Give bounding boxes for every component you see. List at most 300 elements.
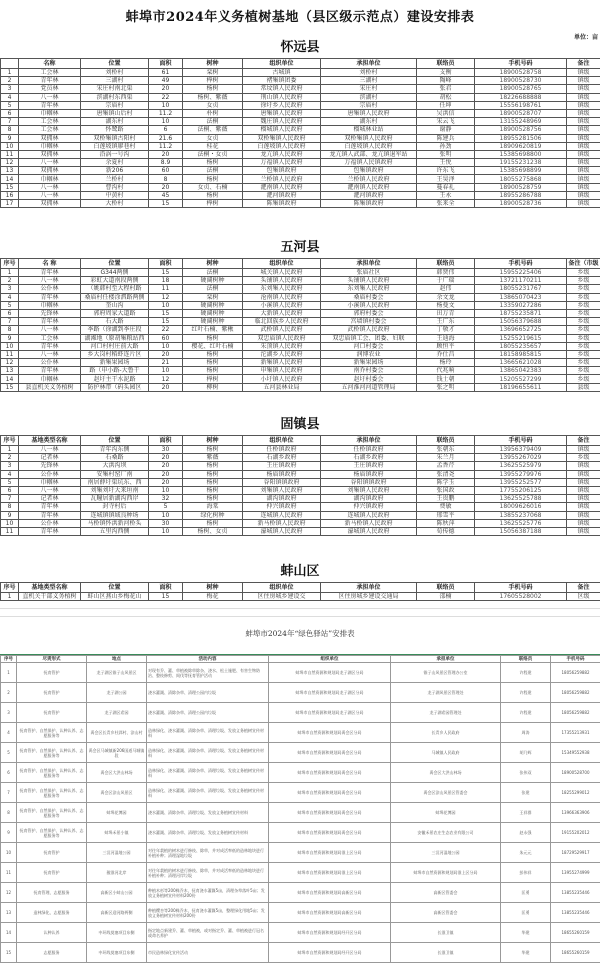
cell-name[interactable]: 公仆林 bbox=[19, 285, 81, 293]
cell-name[interactable]: 青年林 bbox=[19, 269, 81, 277]
cell-contact[interactable]: 张明 bbox=[417, 150, 475, 158]
cell-phone[interactable]: 18655260159 bbox=[551, 923, 600, 943]
cell-undertaker[interactable]: 小溪镇人民政府 bbox=[321, 301, 417, 309]
cell-organizer[interactable]: 榴城镇人民政府 bbox=[243, 126, 321, 134]
cell-organizer[interactable]: 湖沟镇政府 bbox=[243, 495, 321, 503]
cell-area[interactable]: 8 bbox=[149, 175, 183, 183]
cell-organizer[interactable]: 濠城镇人民政府 bbox=[243, 527, 321, 535]
cell-tree-species[interactable]: 柳树 bbox=[183, 383, 243, 391]
cell-tree-species[interactable]: 杨树 bbox=[183, 470, 243, 478]
cell-tree-species[interactable]: 榉树 bbox=[183, 200, 243, 208]
cell-index[interactable]: 15 bbox=[1, 183, 19, 191]
cell-name[interactable]: 巾帼林 bbox=[19, 375, 81, 383]
cell-area[interactable]: 20 bbox=[149, 454, 183, 462]
cell-name[interactable]: 双拥林 bbox=[19, 167, 81, 175]
cell-tree-species[interactable]: 杨树 bbox=[183, 367, 243, 375]
cell-area[interactable]: 30 bbox=[149, 519, 183, 527]
cell-phone[interactable]: 18900528758 bbox=[475, 69, 567, 77]
cell-contact[interactable]: 王广东 bbox=[417, 318, 475, 326]
cell-remark[interactable]: 镇级 bbox=[567, 200, 600, 208]
cell-area[interactable]: 21 bbox=[149, 359, 183, 367]
cell-organizer[interactable]: 唐集镇人民政府 bbox=[243, 109, 321, 117]
cell-form[interactable]: 志愿服务 bbox=[17, 943, 87, 963]
cell-contact[interactable]: 荀传德 bbox=[417, 527, 475, 535]
cell-place[interactable]: 龙子湖区锥子山风景区 bbox=[87, 663, 147, 683]
cell-tree-species[interactable]: 绿化树种 bbox=[183, 511, 243, 519]
cell-form[interactable]: 抚育管护 bbox=[17, 663, 87, 683]
cell-remark[interactable]: 镇级 bbox=[567, 101, 600, 109]
cell-organizer[interactable]: 双忠庙镇人民政府 bbox=[243, 334, 321, 342]
cell-name[interactable]: 工会林 bbox=[19, 69, 81, 77]
cell-organizer[interactable]: 杨庙镇政府 bbox=[243, 470, 321, 478]
cell-location[interactable]: 赵圩主干水泥路 bbox=[81, 375, 149, 383]
cell-name[interactable]: 记者林 bbox=[19, 454, 81, 462]
cell-remark[interactable]: 镇级 bbox=[567, 109, 600, 117]
cell-phone[interactable]: 18755235871 bbox=[475, 309, 567, 317]
cell-organizer[interactable]: 魏庄镇人民政府 bbox=[243, 118, 321, 126]
cell-contact[interactable]: 张之明 bbox=[417, 383, 475, 391]
cell-tree-species[interactable]: 杨树 bbox=[183, 359, 243, 367]
cell-name[interactable]: 青年林 bbox=[19, 527, 81, 535]
cell-name[interactable]: 青年林 bbox=[19, 511, 81, 519]
cell-undertaker[interactable]: 武桥镇人民政府 bbox=[321, 326, 417, 334]
cell-contact[interactable]: 邢雪平 bbox=[417, 511, 475, 519]
cell-index[interactable]: 9 bbox=[1, 511, 19, 519]
cell-remark[interactable]: 乡级 bbox=[567, 309, 600, 317]
cell-index[interactable]: 1 bbox=[1, 269, 19, 277]
cell-undertaker[interactable]: 万福镇人民镇政府 bbox=[321, 159, 417, 167]
cell-phone[interactable]: 18900528765 bbox=[475, 85, 567, 93]
cell-index[interactable]: 7 bbox=[1, 118, 19, 126]
cell-organizer[interactable]: 陈集镇政府 bbox=[243, 200, 321, 208]
cell-phone[interactable]: 13696652725 bbox=[475, 326, 567, 334]
cell-undertaker[interactable]: 龙子湖希园管理处 bbox=[391, 703, 501, 723]
cell-undertaker[interactable]: 任桥镇政府 bbox=[321, 446, 417, 454]
cell-area[interactable]: 30 bbox=[149, 446, 183, 454]
cell-tree-species[interactable]: 栾树 bbox=[183, 69, 243, 77]
cell-remark[interactable]: 镇级 bbox=[567, 126, 600, 134]
cell-name[interactable]: 青年林 bbox=[19, 318, 81, 326]
cell-contact[interactable]: 于广瑞 bbox=[417, 277, 475, 285]
cell-organizer[interactable]: 任桥镇政府 bbox=[243, 446, 321, 454]
cell-location[interactable]: 路（申小路-大鲁干 bbox=[81, 367, 149, 375]
cell-index[interactable]: 10 bbox=[1, 342, 19, 350]
cell-organizer[interactable]: 兰桥镇人民政府 bbox=[243, 175, 321, 183]
cell-contact[interactable]: 张君 bbox=[417, 85, 475, 93]
cell-location[interactable]: 石桑路 bbox=[81, 454, 149, 462]
cell-phone[interactable]: 15349552938 bbox=[551, 743, 600, 763]
cell-location[interactable]: 湖东村 bbox=[81, 118, 149, 126]
cell-area[interactable]: 45 bbox=[149, 191, 183, 199]
cell-phone[interactable]: 18955286788 bbox=[475, 191, 567, 199]
cell-index[interactable]: 13 bbox=[1, 903, 17, 923]
cell-contact[interactable]: 宋云飞 bbox=[417, 118, 475, 126]
cell-form[interactable]: 抚育管护、自然保护、认种认养、志愿服务等 bbox=[17, 823, 87, 843]
cell-phone[interactable]: 19155202012 bbox=[551, 823, 600, 843]
cell-index[interactable]: 6 bbox=[1, 109, 19, 117]
cell-phone[interactable]: 15955225406 bbox=[475, 269, 567, 277]
cell-phone[interactable]: 18056259882 bbox=[551, 663, 600, 683]
cell-tree-species[interactable]: 硬阔树种 bbox=[183, 277, 243, 285]
cell-undertaker[interactable]: 湖沟镇政府 bbox=[321, 495, 417, 503]
cell-index[interactable]: 12 bbox=[1, 359, 19, 367]
cell-name[interactable]: 八一林 bbox=[19, 93, 81, 101]
cell-index[interactable]: 2 bbox=[1, 454, 19, 462]
cell-index[interactable]: 15 bbox=[1, 383, 19, 391]
cell-location[interactable]: 青年沟东侧 bbox=[81, 446, 149, 454]
cell-remark[interactable]: 乡级 bbox=[567, 350, 600, 358]
cell-remark[interactable]: 镇级 bbox=[567, 495, 600, 503]
cell-organizer[interactable]: 沧南镇人民政府 bbox=[243, 293, 321, 301]
cell-phone[interactable]: 18655260159 bbox=[551, 943, 600, 963]
cell-location[interactable]: 滨湖村东西渠 bbox=[81, 93, 149, 101]
cell-tree-species[interactable]: 樱花、红叶石楠 bbox=[183, 342, 243, 350]
cell-organizer[interactable]: 龙亢镇人民政府 bbox=[243, 150, 321, 158]
cell-undertaker[interactable]: 新集果园场 bbox=[321, 359, 417, 367]
cell-organizer[interactable]: 连城镇人民政府 bbox=[243, 511, 321, 519]
cell-index[interactable]: 15 bbox=[1, 943, 17, 963]
cell-undertaker[interactable]: 刘集镇人民政府 bbox=[321, 486, 417, 494]
cell-remark[interactable]: 乡级 bbox=[567, 367, 600, 375]
cell-undertaker[interactable]: 宫墙镇村委会 bbox=[321, 318, 417, 326]
cell-remark[interactable]: 镇级 bbox=[567, 77, 600, 85]
cell-organizer[interactable]: 小圩镇人民政府 bbox=[243, 375, 321, 383]
cell-location[interactable]: G344两侧 bbox=[81, 269, 149, 277]
cell-tree-species[interactable]: 法桐 bbox=[183, 167, 243, 175]
cell-contact[interactable]: 匡勇 bbox=[501, 883, 551, 903]
cell-place[interactable]: 中环线莫塞项目东侧 bbox=[87, 943, 147, 963]
cell-place[interactable]: 禹会区长青乡杜郢村、涂山村 bbox=[87, 723, 147, 743]
cell-phone[interactable]: 18255299012 bbox=[551, 783, 600, 803]
cell-undertaker[interactable]: 龙子湖风景区管理处 bbox=[391, 683, 501, 703]
cell-tree-species[interactable]: 杨树 bbox=[183, 519, 243, 527]
cell-organizer[interactable]: 蚌埠市自然资源和规划局淮上区分局 bbox=[269, 863, 391, 883]
cell-index[interactable]: 1 bbox=[1, 593, 19, 601]
cell-contact[interactable]: 丁敬才 bbox=[417, 326, 475, 334]
cell-tree-species[interactable]: 杨树、紫薇 bbox=[183, 93, 243, 101]
cell-name[interactable]: 青年林 bbox=[19, 293, 81, 301]
cell-area[interactable]: 15 bbox=[149, 309, 183, 317]
cell-index[interactable]: 14 bbox=[1, 375, 19, 383]
cell-contact[interactable]: 乔仕昌 bbox=[417, 350, 475, 358]
cell-phone[interactable]: 15255219615 bbox=[475, 334, 567, 342]
cell-tree-species[interactable]: 榉树 bbox=[183, 375, 243, 383]
cell-area[interactable]: 49 bbox=[149, 77, 183, 85]
cell-form[interactable]: 抚育管护、自然保护、认种认养、志愿服务等 bbox=[17, 723, 87, 743]
cell-area[interactable]: 15 bbox=[149, 269, 183, 277]
cell-tree-species[interactable]: 海棠 bbox=[183, 503, 243, 511]
cell-tree-species[interactable]: 硬阔树种 bbox=[183, 301, 243, 309]
cell-remark[interactable]: 乡级 bbox=[567, 285, 600, 293]
cell-phone[interactable]: 17605528002 bbox=[475, 593, 567, 601]
cell-form[interactable]: 抚育管护 bbox=[17, 703, 87, 723]
cell-phone[interactable]: 13955252577 bbox=[475, 478, 567, 486]
cell-index[interactable]: 11 bbox=[1, 150, 19, 158]
cell-tree-species[interactable]: 栾树 bbox=[183, 293, 243, 301]
cell-name[interactable]: 八一林 bbox=[19, 486, 81, 494]
cell-phone[interactable]: 13721170211 bbox=[475, 277, 567, 285]
cell-phone[interactable]: 13855235446 bbox=[551, 883, 600, 903]
cell-tree-species[interactable]: 杨树 bbox=[183, 350, 243, 358]
cell-form[interactable]: 抚育管理、志愿服务 bbox=[17, 883, 87, 903]
cell-organizer[interactable]: 淝南镇人民政府 bbox=[243, 183, 321, 191]
cell-contact[interactable]: 张朝东 bbox=[417, 446, 475, 454]
cell-undertaker[interactable]: 龙亢镇人武部、龙亢镇退军站 bbox=[321, 150, 417, 158]
cell-tree-species[interactable]: 杨树 bbox=[183, 495, 243, 503]
cell-undertaker[interactable]: 濠城镇人民政府 bbox=[321, 527, 417, 535]
cell-activity[interactable]: 指定地点新建乔、灌、草植被，或对指定乔、灌、草植被进行冠名或命名养护 bbox=[147, 923, 269, 943]
cell-index[interactable]: 2 bbox=[1, 683, 17, 703]
cell-contact[interactable]: 华建 bbox=[501, 943, 551, 963]
cell-organizer[interactable]: 石湖乡政府 bbox=[243, 454, 321, 462]
cell-organizer[interactable]: 蚌埠市自然资源和规划局高新区分局 bbox=[269, 883, 391, 903]
cell-organizer[interactable]: 申集镇人民政府 bbox=[243, 367, 321, 375]
cell-tree-species[interactable]: 女贞 bbox=[183, 134, 243, 142]
cell-place[interactable]: 高新区小蚌山公园 bbox=[87, 883, 147, 903]
cell-area[interactable]: 15 bbox=[149, 200, 183, 208]
cell-location[interactable]: 五里沟西侧 bbox=[81, 527, 149, 535]
cell-activity[interactable]: 对现有乔、灌、草植被除草除杂、浇水、松土施肥、有害生物防治、整枝修剪、间伐等抚育管护活动 bbox=[147, 663, 269, 683]
cell-name[interactable]: 巾帼林 bbox=[19, 301, 81, 309]
cell-organizer[interactable]: 褚集镇团委 bbox=[243, 77, 321, 85]
cell-place[interactable]: 禹会区大洪山林场 bbox=[87, 763, 147, 783]
cell-tree-species[interactable]: 杨树 bbox=[183, 478, 243, 486]
cell-organizer[interactable]: 刘集镇人民政府 bbox=[243, 486, 321, 494]
cell-undertaker[interactable]: 长淮卫镇 bbox=[391, 943, 501, 963]
cell-index[interactable]: 4 bbox=[1, 470, 19, 478]
cell-phone[interactable]: 13855237068 bbox=[475, 511, 567, 519]
cell-area[interactable]: 5 bbox=[149, 503, 183, 511]
cell-tree-species[interactable]: 榉树 bbox=[183, 77, 243, 85]
cell-undertaker[interactable]: 禹会区涂山风景区管委会 bbox=[391, 783, 501, 803]
cell-location[interactable]: 湖滩地（原胡集粮站西 bbox=[81, 334, 149, 342]
cell-remark[interactable]: 镇级 bbox=[567, 134, 600, 142]
cell-remark[interactable]: 镇级 bbox=[567, 142, 600, 150]
cell-contact[interactable]: 费敏 bbox=[417, 503, 475, 511]
cell-remark[interactable]: 镇级 bbox=[567, 503, 600, 511]
cell-activity[interactable]: 浇水灌溉、清除杂草、清理公园内垃圾 bbox=[147, 703, 269, 723]
cell-index[interactable]: 10 bbox=[1, 843, 17, 863]
cell-organizer[interactable]: 蚌埠市自然资源和规划局淮上区分局 bbox=[269, 843, 391, 863]
cell-name[interactable]: 记者林 bbox=[19, 495, 81, 503]
cell-remark[interactable]: 乡级 bbox=[567, 334, 600, 342]
cell-phone[interactable]: 15205527299 bbox=[475, 375, 567, 383]
cell-phone[interactable]: 18900528730 bbox=[475, 77, 567, 85]
cell-contact[interactable]: 许程建 bbox=[501, 663, 551, 683]
cell-undertaker[interactable]: 马城镇人民政府 bbox=[391, 743, 501, 763]
cell-phone[interactable]: 18729529917 bbox=[551, 843, 600, 863]
cell-remark[interactable]: 镇级 bbox=[567, 527, 600, 535]
cell-area[interactable]: 12 bbox=[149, 375, 183, 383]
cell-undertaker[interactable]: 王庄镇政府 bbox=[321, 462, 417, 470]
cell-undertaker[interactable]: 淝南镇人民政府 bbox=[321, 183, 417, 191]
cell-tree-species[interactable]: 法桐 bbox=[183, 285, 243, 293]
cell-activity[interactable]: 造林绿化、浇水灌溉、清除杂草、清理垃圾、发放义务植树宣传材料 bbox=[147, 723, 269, 743]
cell-name[interactable]: 工会林 bbox=[19, 126, 81, 134]
cell-activity[interactable]: 种植樱杏等200株乔木，抚育浇水灌溉5亩，整理绿化用地5亩；发放义务植树宣传材料200份 bbox=[147, 903, 269, 923]
cell-organizer[interactable]: 古城镇 bbox=[243, 69, 321, 77]
cell-contact[interactable]: 孙劲 bbox=[417, 142, 475, 150]
cell-contact[interactable]: 张伟双 bbox=[501, 763, 551, 783]
cell-phone[interactable]: 13865042383 bbox=[475, 367, 567, 375]
cell-place[interactable]: 中环线莫塞项目东侧 bbox=[87, 923, 147, 943]
cell-activity[interactable]: 造林绿化、浇水灌溉、清除杂草、清理垃圾、发放义务植树宣传材料 bbox=[147, 763, 269, 783]
cell-tree-species[interactable]: 杨树 bbox=[183, 334, 243, 342]
cell-area[interactable]: 15 bbox=[149, 318, 183, 326]
cell-location[interactable]: 宗庙村 bbox=[81, 101, 149, 109]
cell-location[interactable]: 蚌山区燕山乡梅花山 bbox=[81, 593, 149, 601]
cell-index[interactable]: 3 bbox=[1, 703, 17, 723]
cell-area[interactable]: 15 bbox=[149, 593, 183, 601]
cell-name[interactable]: 青年林 bbox=[19, 342, 81, 350]
cell-index[interactable]: 3 bbox=[1, 285, 19, 293]
cell-phone[interactable]: 13955279976 bbox=[475, 470, 567, 478]
cell-name[interactable]: 县直机关义务植树 bbox=[19, 383, 81, 391]
cell-name[interactable]: 先锋林 bbox=[19, 462, 81, 470]
cell-tree-species[interactable]: 杨树 bbox=[183, 486, 243, 494]
cell-remark[interactable]: 镇级 bbox=[567, 150, 600, 158]
cell-contact[interactable]: 王永 bbox=[417, 191, 475, 199]
cell-place[interactable]: 龙子湖区希园 bbox=[87, 703, 147, 723]
cell-organizer[interactable]: 荆山镇人民政府 bbox=[243, 93, 321, 101]
cell-form[interactable]: 抚育管护、自然保护、认种认养、志愿服务等 bbox=[17, 743, 87, 763]
cell-contact[interactable]: 张清尧 bbox=[417, 470, 475, 478]
cell-index[interactable]: 9 bbox=[1, 134, 19, 142]
cell-remark[interactable]: 镇级 bbox=[567, 118, 600, 126]
cell-undertaker[interactable]: 头铺镇人民政府 bbox=[321, 277, 417, 285]
cell-undertaker[interactable]: 淝河镇政府 bbox=[321, 191, 417, 199]
cell-undertaker[interactable]: 白莲坡镇人民政府 bbox=[321, 142, 417, 150]
cell-contact[interactable]: 朱元元 bbox=[501, 843, 551, 863]
cell-phone[interactable]: 18909620819 bbox=[475, 142, 567, 150]
cell-remark[interactable]: 镇级 bbox=[567, 470, 600, 478]
cell-tree-species[interactable]: 紫薇 bbox=[183, 454, 243, 462]
cell-area[interactable]: 20 bbox=[149, 150, 183, 158]
cell-phone[interactable]: 18900528707 bbox=[475, 109, 567, 117]
cell-name[interactable]: 双拥林 bbox=[19, 134, 81, 142]
cell-phone[interactable]: 17755206125 bbox=[475, 486, 567, 494]
cell-location[interactable]: 唐集镇山后村 bbox=[81, 109, 149, 117]
cell-index[interactable]: 11 bbox=[1, 350, 19, 358]
cell-phone[interactable]: 18055231767 bbox=[475, 285, 567, 293]
cell-location[interactable]: （姚韩村至大程村路 bbox=[81, 285, 149, 293]
cell-tree-species[interactable]: 法桐 bbox=[183, 269, 243, 277]
cell-form[interactable]: 抚育管护、自然保护、认种认养、志愿服务等 bbox=[17, 803, 87, 823]
cell-location[interactable]: 新集果园场 bbox=[81, 359, 149, 367]
cell-contact[interactable]: 余文龙 bbox=[417, 293, 475, 301]
cell-form[interactable]: 抚育管护 bbox=[17, 863, 87, 883]
cell-place[interactable]: 禹会区马城镇新206国道马城镇段 bbox=[87, 743, 147, 763]
cell-remark[interactable]: 乡级 bbox=[567, 269, 600, 277]
cell-tree-species[interactable]: 女贞、石楠 bbox=[183, 183, 243, 191]
cell-remark[interactable]: 乡级 bbox=[567, 342, 600, 350]
cell-index[interactable]: 4 bbox=[1, 723, 17, 743]
cell-contact[interactable]: 朱兰月 bbox=[417, 454, 475, 462]
cell-organizer[interactable]: 朱顶镇人民政府 bbox=[243, 342, 321, 350]
cell-phone[interactable]: 18056259882 bbox=[551, 683, 600, 703]
cell-area[interactable]: 32 bbox=[149, 495, 183, 503]
cell-form[interactable]: 认种认养 bbox=[17, 923, 87, 943]
cell-form[interactable]: 造林绿化、志愿服务 bbox=[17, 903, 87, 923]
cell-remark[interactable]: 镇级 bbox=[567, 93, 600, 101]
cell-contact[interactable]: 王迪海 bbox=[417, 334, 475, 342]
cell-contact[interactable]: 张建 bbox=[501, 783, 551, 803]
cell-location[interactable]: 郭府周家大道路 bbox=[81, 309, 149, 317]
cell-location[interactable]: 刘集刘圩大来垣南 bbox=[81, 486, 149, 494]
cell-location[interactable]: 三湖村 bbox=[81, 77, 149, 85]
cell-name[interactable]: 公仆林 bbox=[19, 359, 81, 367]
cell-undertaker[interactable]: 刘桥村 bbox=[321, 69, 417, 77]
cell-name[interactable]: 党员林 bbox=[19, 85, 81, 93]
cell-place[interactable]: 蚌埠花博园 bbox=[87, 803, 147, 823]
cell-remark[interactable]: 乡级 bbox=[567, 375, 600, 383]
cell-remark[interactable]: 镇级 bbox=[567, 478, 600, 486]
cell-organizer[interactable]: 头铺镇人民政府 bbox=[243, 277, 321, 285]
cell-area[interactable]: 10 bbox=[149, 118, 183, 126]
cell-remark[interactable]: 镇级 bbox=[567, 191, 600, 199]
cell-tree-species[interactable]: 女贞 bbox=[183, 101, 243, 109]
cell-remark[interactable]: 镇级 bbox=[567, 69, 600, 77]
cell-contact[interactable]: 孟香芹 bbox=[417, 462, 475, 470]
cell-location[interactable]: 怀鹭路 bbox=[81, 126, 149, 134]
cell-contact[interactable]: 陶峰 bbox=[417, 77, 475, 85]
cell-undertaker[interactable]: 郭府村委会 bbox=[321, 309, 417, 317]
cell-index[interactable]: 5 bbox=[1, 478, 19, 486]
cell-area[interactable]: 22 bbox=[149, 326, 183, 334]
cell-undertaker[interactable]: 宗庙村 bbox=[321, 101, 417, 109]
cell-tree-species[interactable]: 法桐、紫薇 bbox=[183, 126, 243, 134]
cell-location[interactable]: 马桥镇怀洪新河桥头 bbox=[81, 519, 149, 527]
cell-contact[interactable]: 胡松 bbox=[417, 93, 475, 101]
cell-phone[interactable]: 18900528700 bbox=[551, 763, 600, 783]
cell-organizer[interactable]: 蚌埠市自然资源和规划局龙子湖区分局 bbox=[269, 663, 391, 683]
cell-organizer[interactable]: 新马桥镇人民政府 bbox=[243, 519, 321, 527]
cell-undertaker[interactable]: 谷阳镇镇政府 bbox=[321, 478, 417, 486]
cell-area[interactable]: 60 bbox=[149, 167, 183, 175]
cell-phone[interactable]: 15056387188 bbox=[475, 527, 567, 535]
cell-tree-species[interactable]: 杨树 bbox=[183, 175, 243, 183]
cell-area[interactable]: 10 bbox=[149, 511, 183, 519]
cell-undertaker[interactable]: 高新区管委会 bbox=[391, 883, 501, 903]
cell-area[interactable]: 20 bbox=[149, 183, 183, 191]
cell-index[interactable]: 10 bbox=[1, 519, 19, 527]
cell-contact[interactable]: 王祥群 bbox=[501, 803, 551, 823]
cell-index[interactable]: 11 bbox=[1, 863, 17, 883]
cell-location[interactable]: 双桥集镇古阳村 bbox=[81, 134, 149, 142]
cell-phone[interactable]: 18055235657 bbox=[475, 342, 567, 350]
cell-tree-species[interactable]: 杨树 bbox=[183, 446, 243, 454]
cell-contact[interactable]: 陈秋萍 bbox=[417, 519, 475, 527]
cell-location[interactable]: 刘桥村 bbox=[81, 69, 149, 77]
cell-index[interactable]: 16 bbox=[1, 191, 19, 199]
cell-tree-species[interactable]: 硬阔树种 bbox=[183, 309, 243, 317]
cell-index[interactable]: 5 bbox=[1, 743, 17, 763]
cell-remark[interactable]: 区级 bbox=[567, 593, 600, 601]
cell-location[interactable]: 新206 bbox=[81, 167, 149, 175]
cell-area[interactable]: 60 bbox=[149, 334, 183, 342]
cell-area[interactable]: 6 bbox=[149, 126, 183, 134]
cell-remark[interactable]: 镇级 bbox=[567, 486, 600, 494]
cell-phone[interactable]: 18226688888 bbox=[475, 93, 567, 101]
cell-phone[interactable]: 18056259882 bbox=[551, 703, 600, 723]
cell-contact[interactable]: 韩贤伟 bbox=[417, 269, 475, 277]
cell-location[interactable]: 防护林带（码头园区 bbox=[81, 383, 149, 391]
cell-form[interactable]: 抚育管护 bbox=[17, 683, 87, 703]
cell-undertaker[interactable]: 安徽禾景农庄生态农业有限公司 bbox=[391, 823, 501, 843]
cell-tree-species[interactable]: 杨树、女贞 bbox=[183, 527, 243, 535]
cell-index[interactable]: 6 bbox=[1, 309, 19, 317]
cell-phone[interactable]: 13956379409 bbox=[475, 446, 567, 454]
